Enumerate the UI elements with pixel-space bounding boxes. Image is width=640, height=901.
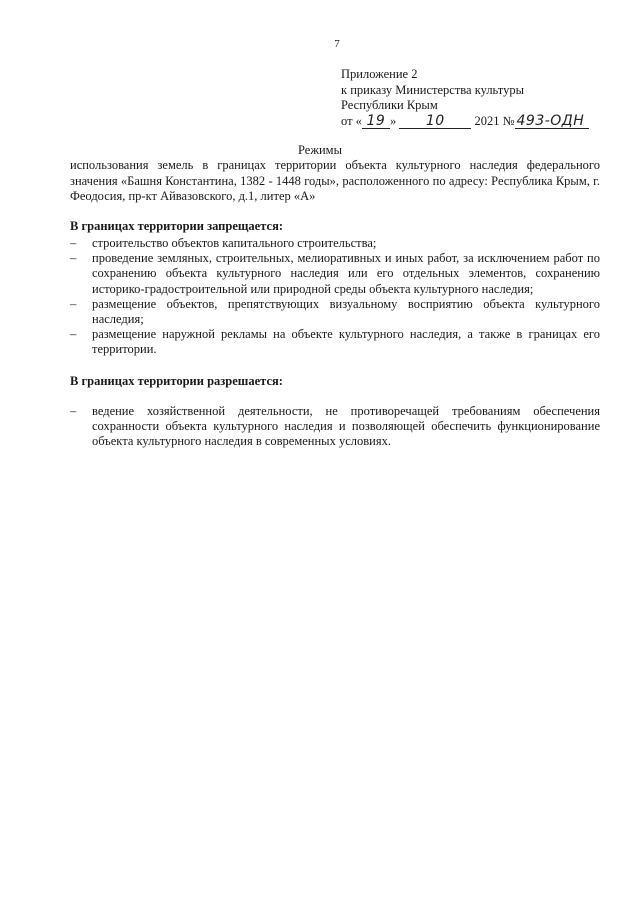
order-number-handwritten: 493-ОДН: [515, 115, 589, 129]
permitted-heading: В границах территории разрешается:: [70, 374, 283, 388]
list-item-text: размещение объектов, препятствующих визуальному восприятию объекта культурного наследия;: [92, 296, 600, 327]
list-item: [70, 327, 600, 357]
list-item-text: строительство объектов капитального строительства;: [92, 236, 377, 250]
document-title: Режимы: [298, 143, 342, 157]
dash-bullet: –: [70, 404, 77, 418]
prohibited-heading: В границах территории запрещается:: [70, 219, 284, 233]
list-item-text: проведение земляных, строительных, мелиоративных и иных работ, за исключением работ по сохранению объекта культурного наследия или его отдельных элементов, сохранению историко-градостроительной или природной среды объекта культурного наследия;: [92, 251, 600, 296]
appendix-block: [341, 67, 589, 129]
list-item: [70, 251, 600, 297]
list-item: [70, 297, 600, 327]
order-day-suffix: »: [389, 113, 397, 128]
appendix-order-ref: к приказу Министерства культуры: [341, 82, 524, 97]
document-subtitle: использования земель в границах территории объекта культурного наследия федерального значения «Башня Константина, 1382 - 1448 годы», расположенного по адресу: Республика Крым, г. Феодосия, пр-кт Айвазовского, д.1, литер «А»: [70, 158, 600, 203]
page-number: 7: [334, 38, 340, 50]
order-month-handwritten: 10: [399, 115, 471, 129]
list-item: [70, 404, 600, 450]
dash-bullet: –: [70, 236, 77, 250]
order-date-line: [341, 114, 589, 130]
list-item-text: размещение наружной рекламы на объекте культурного наследия, а также в границах его территории.: [92, 327, 600, 357]
list-item-text: ведение хозяйственной деятельности, не противоречащей требованиям обеспечения сохранности объекта культурного наследия и позволяющей обеспечить функционирование объекта культурного наследия в современных условиях.: [92, 404, 600, 449]
prohibited-list: [70, 236, 600, 358]
dash-bullet: –: [70, 327, 77, 342]
order-date-prefix: от «: [341, 113, 362, 128]
dash-bullet: –: [70, 296, 77, 311]
appendix-title: Приложение 2: [341, 67, 418, 81]
permitted-list: [70, 404, 600, 450]
appendix-republic: Республики Крым: [341, 98, 438, 112]
order-day-handwritten: 19: [362, 115, 390, 129]
dash-bullet: –: [70, 251, 77, 266]
order-year-label: 2021 №: [474, 113, 515, 128]
list-item: [70, 236, 600, 251]
